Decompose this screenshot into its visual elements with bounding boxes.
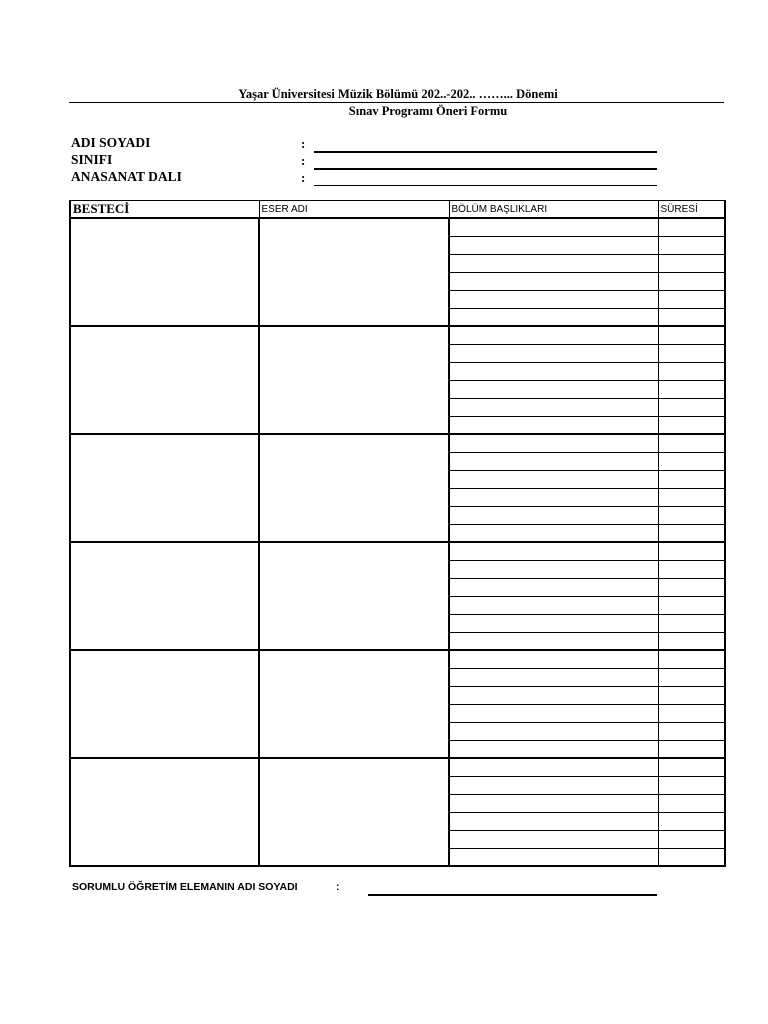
section-title-cell[interactable] — [449, 758, 658, 776]
duration-cell[interactable] — [658, 398, 725, 416]
duration-cell[interactable] — [658, 578, 725, 596]
section-title-cell[interactable] — [449, 506, 658, 524]
section-title-cell[interactable] — [449, 434, 658, 452]
section-title-cell[interactable] — [449, 650, 658, 668]
duration-cell[interactable] — [658, 506, 725, 524]
department-label: ANASANAT DALI — [71, 169, 182, 184]
section-title-cell[interactable] — [449, 686, 658, 704]
duration-cell[interactable] — [658, 794, 725, 812]
duration-cell[interactable] — [658, 722, 725, 740]
duration-cell[interactable] — [658, 254, 725, 272]
section-title-cell[interactable] — [449, 416, 658, 434]
composer-cell[interactable] — [70, 542, 259, 650]
section-title-cell[interactable] — [449, 452, 658, 470]
duration-cell[interactable] — [658, 308, 725, 326]
name-colon: : — [301, 136, 306, 151]
name-field[interactable] — [314, 151, 657, 153]
duration-cell[interactable] — [658, 560, 725, 578]
section-title-cell[interactable] — [449, 290, 658, 308]
duration-cell[interactable] — [658, 650, 725, 668]
section-title-cell[interactable] — [449, 614, 658, 632]
work-name-cell[interactable] — [259, 542, 449, 650]
section-title-cell[interactable] — [449, 272, 658, 290]
responsible-instructor-label: SORUMLU ÖĞRETİM ELEMANIN ADI SOYADI — [72, 881, 298, 893]
section-title-cell[interactable] — [449, 542, 658, 560]
duration-cell[interactable] — [658, 452, 725, 470]
duration-cell[interactable] — [658, 380, 725, 398]
section-title-cell[interactable] — [449, 668, 658, 686]
department-field[interactable] — [314, 185, 657, 186]
header-work-name: ESER ADI — [259, 201, 449, 219]
section-title-cell[interactable] — [449, 722, 658, 740]
section-title-cell[interactable] — [449, 380, 658, 398]
class-colon: : — [301, 153, 306, 168]
class-field[interactable] — [314, 168, 657, 170]
section-title-cell[interactable] — [449, 236, 658, 254]
section-title-cell[interactable] — [449, 326, 658, 344]
section-title-cell[interactable] — [449, 812, 658, 830]
title-divider — [69, 102, 724, 103]
composer-cell[interactable] — [70, 326, 259, 434]
section-title-cell[interactable] — [449, 524, 658, 542]
duration-cell[interactable] — [658, 830, 725, 848]
duration-cell[interactable] — [658, 236, 725, 254]
duration-cell[interactable] — [658, 434, 725, 452]
duration-cell[interactable] — [658, 488, 725, 506]
duration-cell[interactable] — [658, 290, 725, 308]
duration-cell[interactable] — [658, 470, 725, 488]
duration-cell[interactable] — [658, 632, 725, 650]
section-title-cell[interactable] — [449, 704, 658, 722]
program-table — [69, 200, 726, 867]
section-title-cell[interactable] — [449, 362, 658, 380]
section-title-cell[interactable] — [449, 740, 658, 758]
section-title-cell[interactable] — [449, 488, 658, 506]
responsible-instructor-colon: : — [336, 881, 340, 893]
duration-cell[interactable] — [658, 812, 725, 830]
composer-cell[interactable] — [70, 218, 259, 326]
section-title-cell[interactable] — [449, 830, 658, 848]
work-name-cell[interactable] — [259, 218, 449, 326]
section-title-cell[interactable] — [449, 218, 658, 236]
department-colon: : — [301, 170, 306, 185]
name-label: ADI SOYADI — [71, 135, 151, 150]
class-label: SINIFI — [71, 152, 113, 167]
duration-cell[interactable] — [658, 542, 725, 560]
table-row — [70, 434, 725, 452]
header-duration: SÜRESİ — [658, 201, 725, 219]
duration-cell[interactable] — [658, 524, 725, 542]
duration-cell[interactable] — [658, 776, 725, 794]
section-title-cell[interactable] — [449, 344, 658, 362]
duration-cell[interactable] — [658, 614, 725, 632]
section-title-cell[interactable] — [449, 596, 658, 614]
duration-cell[interactable] — [658, 740, 725, 758]
duration-cell[interactable] — [658, 704, 725, 722]
composer-cell[interactable] — [70, 650, 259, 758]
duration-cell[interactable] — [658, 416, 725, 434]
duration-cell[interactable] — [658, 596, 725, 614]
work-name-cell[interactable] — [259, 326, 449, 434]
header-section-titles: BÖLÜM BAŞLIKLARI — [449, 201, 658, 219]
work-name-cell[interactable] — [259, 650, 449, 758]
section-title-cell[interactable] — [449, 470, 658, 488]
section-title-cell[interactable] — [449, 776, 658, 794]
section-title-cell[interactable] — [449, 848, 658, 866]
section-title-cell[interactable] — [449, 794, 658, 812]
page-title: Yaşar Üniversitesi Müzik Bölümü 202..-202.. ……... Dönemi — [238, 87, 558, 101]
section-title-cell[interactable] — [449, 398, 658, 416]
work-name-cell[interactable] — [259, 758, 449, 866]
composer-cell[interactable] — [70, 758, 259, 866]
section-title-cell[interactable] — [449, 560, 658, 578]
duration-cell[interactable] — [658, 848, 725, 866]
work-name-cell[interactable] — [259, 434, 449, 542]
section-title-cell[interactable] — [449, 254, 658, 272]
page-subtitle: Sınav Programı Öneri Formu — [348, 104, 508, 118]
duration-cell[interactable] — [658, 218, 725, 236]
duration-cell[interactable] — [658, 326, 725, 344]
table-row — [70, 650, 725, 668]
table-row — [70, 326, 725, 344]
duration-cell[interactable] — [658, 758, 725, 776]
duration-cell[interactable] — [658, 362, 725, 380]
section-title-cell[interactable] — [449, 578, 658, 596]
composer-cell[interactable] — [70, 434, 259, 542]
duration-cell[interactable] — [658, 686, 725, 704]
section-title-cell[interactable] — [449, 308, 658, 326]
duration-cell[interactable] — [658, 344, 725, 362]
table-row — [70, 542, 725, 560]
table-row — [70, 758, 725, 776]
table-row — [70, 218, 725, 236]
responsible-instructor-field[interactable] — [368, 894, 657, 896]
duration-cell[interactable] — [658, 668, 725, 686]
header-composer: BESTECİ — [70, 201, 259, 219]
section-title-cell[interactable] — [449, 632, 658, 650]
duration-cell[interactable] — [658, 272, 725, 290]
